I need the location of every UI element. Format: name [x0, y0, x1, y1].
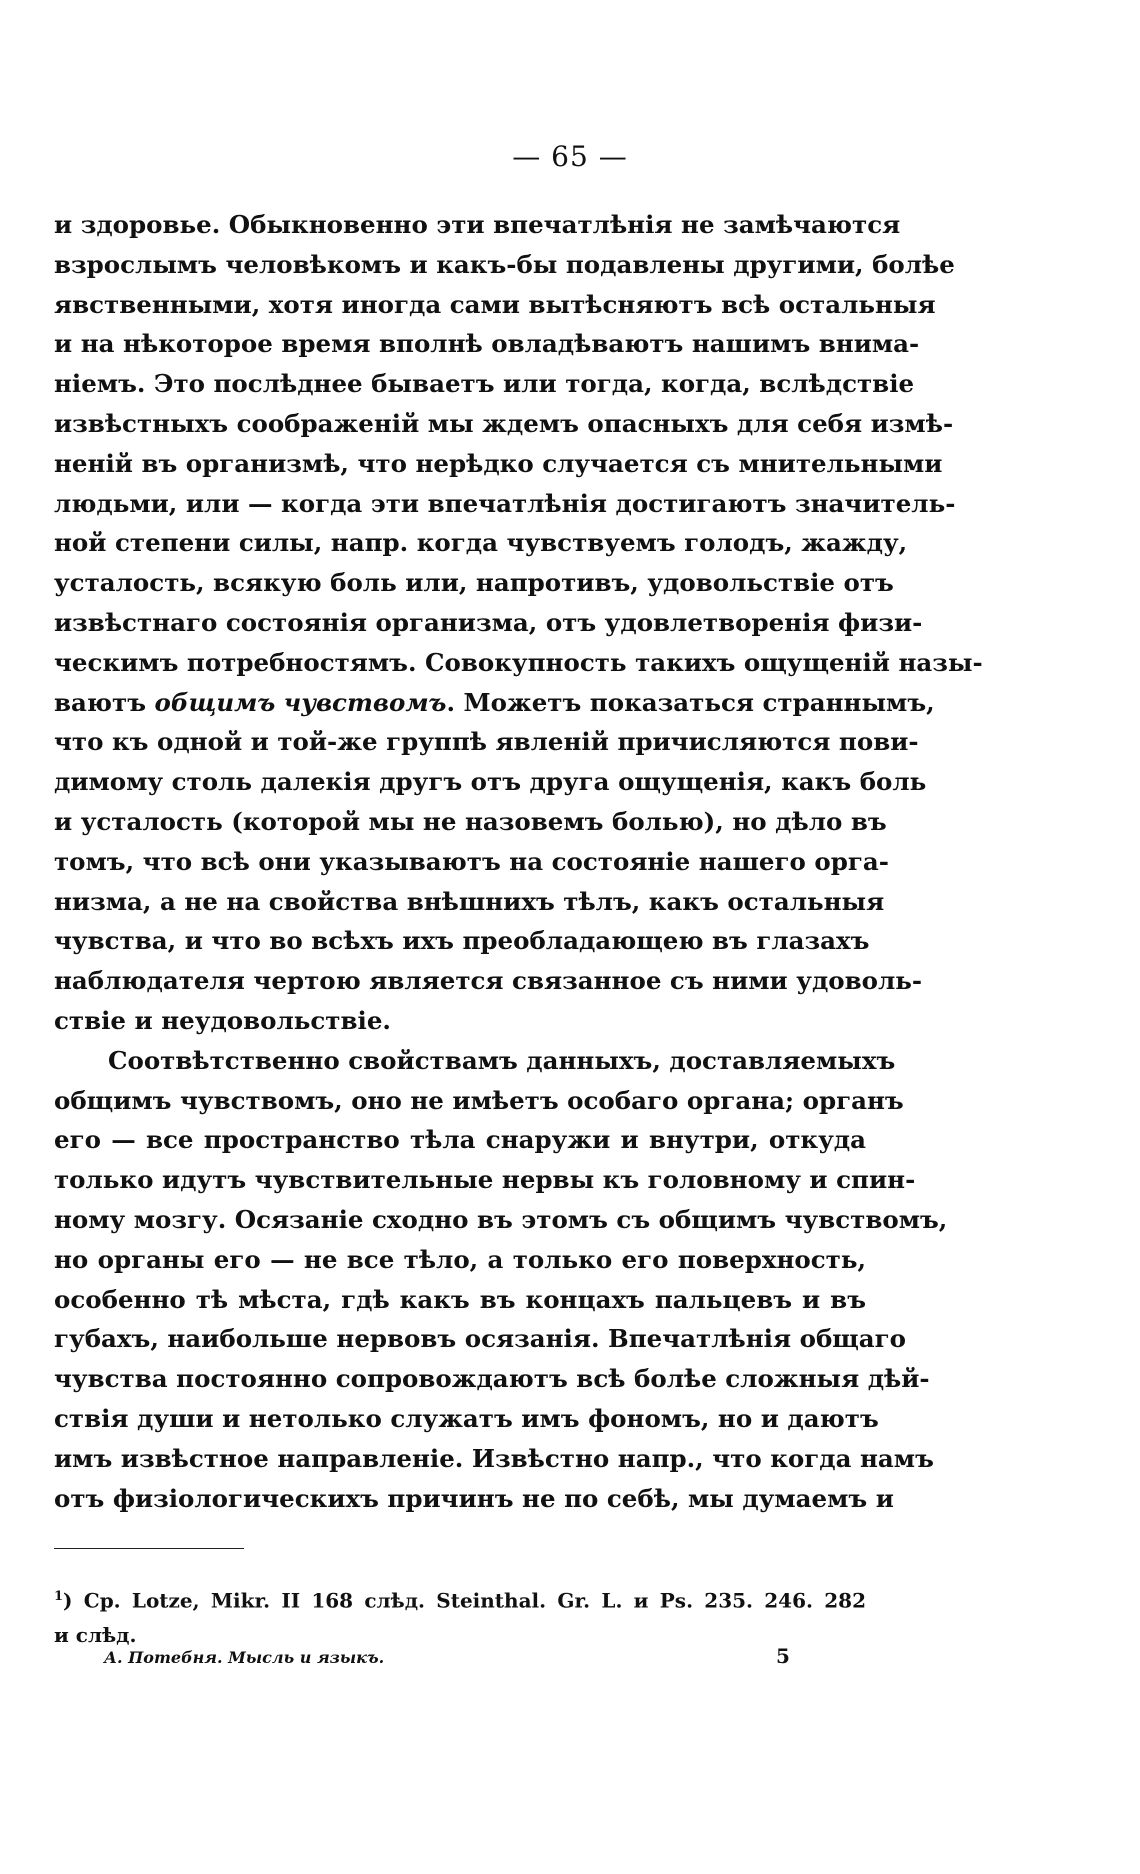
footnote-text: ) Cp. Lotze, Mikr. II 168 слѣд. Steinthal. Gr. L. и Ps. 235. 246. 282	[63, 1588, 866, 1613]
text-line: усталость, всякую боль или, напротивъ, удовольствіе отъ	[54, 568, 894, 598]
footnote-line	[54, 1580, 866, 1618]
paragraph-first-line: Соотвѣтственно свойствамъ данныхъ, доставляемыхъ	[108, 1045, 896, 1075]
text-segment: . Можетъ показаться страннымъ,	[446, 687, 935, 717]
text-line: димому столь далекія другъ отъ друга ощущенія, какъ боль	[54, 767, 927, 797]
footnote	[54, 1580, 866, 1652]
text-line: ствіе и неудовольствіе.	[54, 1005, 391, 1035]
text-line: чувства, и что во всѣхъ ихъ преобладающею въ глазахъ	[54, 926, 870, 956]
italic-term: общимъ чувствомъ	[154, 687, 447, 717]
text-line: наблюдателя чертою является связанное съ ними удоволь-	[54, 966, 923, 996]
page-number: — 65 —	[512, 140, 628, 173]
footnote-divider	[54, 1548, 244, 1549]
text-line: губахъ, наибольше нервовъ осязанія. Впечатлѣнія общаго	[54, 1324, 907, 1354]
text-line: явственными, хотя иногда сами вытѣсняютъ всѣ остальныя	[54, 289, 936, 319]
text-line: и усталость (которой мы не назовемъ болью), но дѣло въ	[54, 806, 887, 836]
footnote-marker: 1	[54, 1589, 64, 1604]
sheet-number: 5	[776, 1644, 790, 1668]
text-segment: ваютъ	[54, 687, 155, 717]
text-line: и здоровье. Обыкновенно эти впечатлѣнія не замѣчаются	[54, 210, 901, 239]
text-line: томъ, что всѣ они указываютъ на состояніе нашего орга-	[54, 846, 889, 876]
text-line: взрослымъ человѣкомъ и какъ-бы подавлены другими, болѣе	[54, 249, 955, 279]
text-line: но органы его — не все тѣло, а только его поверхность,	[54, 1244, 866, 1274]
main-text	[54, 205, 983, 1518]
footnote-line: и слѣд.	[54, 1622, 137, 1647]
text-line: его — все пространство тѣла снаружи и внутри, откуда	[54, 1125, 866, 1155]
text-line: чувства постоянно сопровождаютъ всѣ болѣе сложныя дѣй-	[54, 1364, 930, 1394]
text-line: только идутъ чувствительные нервы къ головному и спин-	[54, 1165, 916, 1195]
text-line: неній въ организмѣ, что нерѣдко случается съ мнительными	[54, 448, 943, 478]
text-line: особенно тѣ мѣста, гдѣ какъ въ концахъ пальцевъ и въ	[54, 1284, 866, 1314]
text-line: людьми, или — когда эти впечатлѣнія достигаютъ значитель-	[54, 488, 956, 518]
text-line: извѣстныхъ соображеній мы ждемъ опасныхъ для себя измѣ-	[54, 408, 954, 438]
text-line: имъ извѣстное направленіе. Извѣстно напр., что когда намъ	[54, 1443, 934, 1473]
text-line: ной степени силы, напр. когда чувствуемъ голодъ, жажду,	[54, 528, 908, 558]
text-line: ному мозгу. Осязаніе сходно въ этомъ съ общимъ чувствомъ,	[54, 1204, 948, 1234]
printer-signature: А. Потебня. Мысль и языкъ.	[104, 1648, 385, 1667]
text-line-emphasis	[54, 683, 935, 723]
text-line: низма, а не на свойства внѣшнихъ тѣлъ, какъ остальныя	[54, 886, 885, 916]
text-line: отъ физіологическихъ причинъ не по себѣ, мы думаемъ и	[54, 1483, 894, 1513]
text-line: что къ одной и той-же группѣ явленій причисляются пови-	[54, 727, 919, 757]
text-line: общимъ чувствомъ, оно не имѣетъ особаго органа; органъ	[54, 1085, 904, 1115]
text-line: извѣстнаго состоянія организма, отъ удовлетворенія физи-	[54, 607, 923, 637]
text-line: ствія души и нетолько служатъ имъ фономъ, но и даютъ	[54, 1403, 879, 1433]
text-line: ческимъ потребностямъ. Совокупность такихъ ощущеній назы-	[54, 647, 983, 677]
text-line: ніемъ. Это послѣднее бываетъ или тогда, когда, вслѣдствіе	[54, 369, 915, 399]
text-line: и на нѣкоторое время вполнѣ овладѣваютъ нашимъ внима-	[54, 329, 920, 359]
